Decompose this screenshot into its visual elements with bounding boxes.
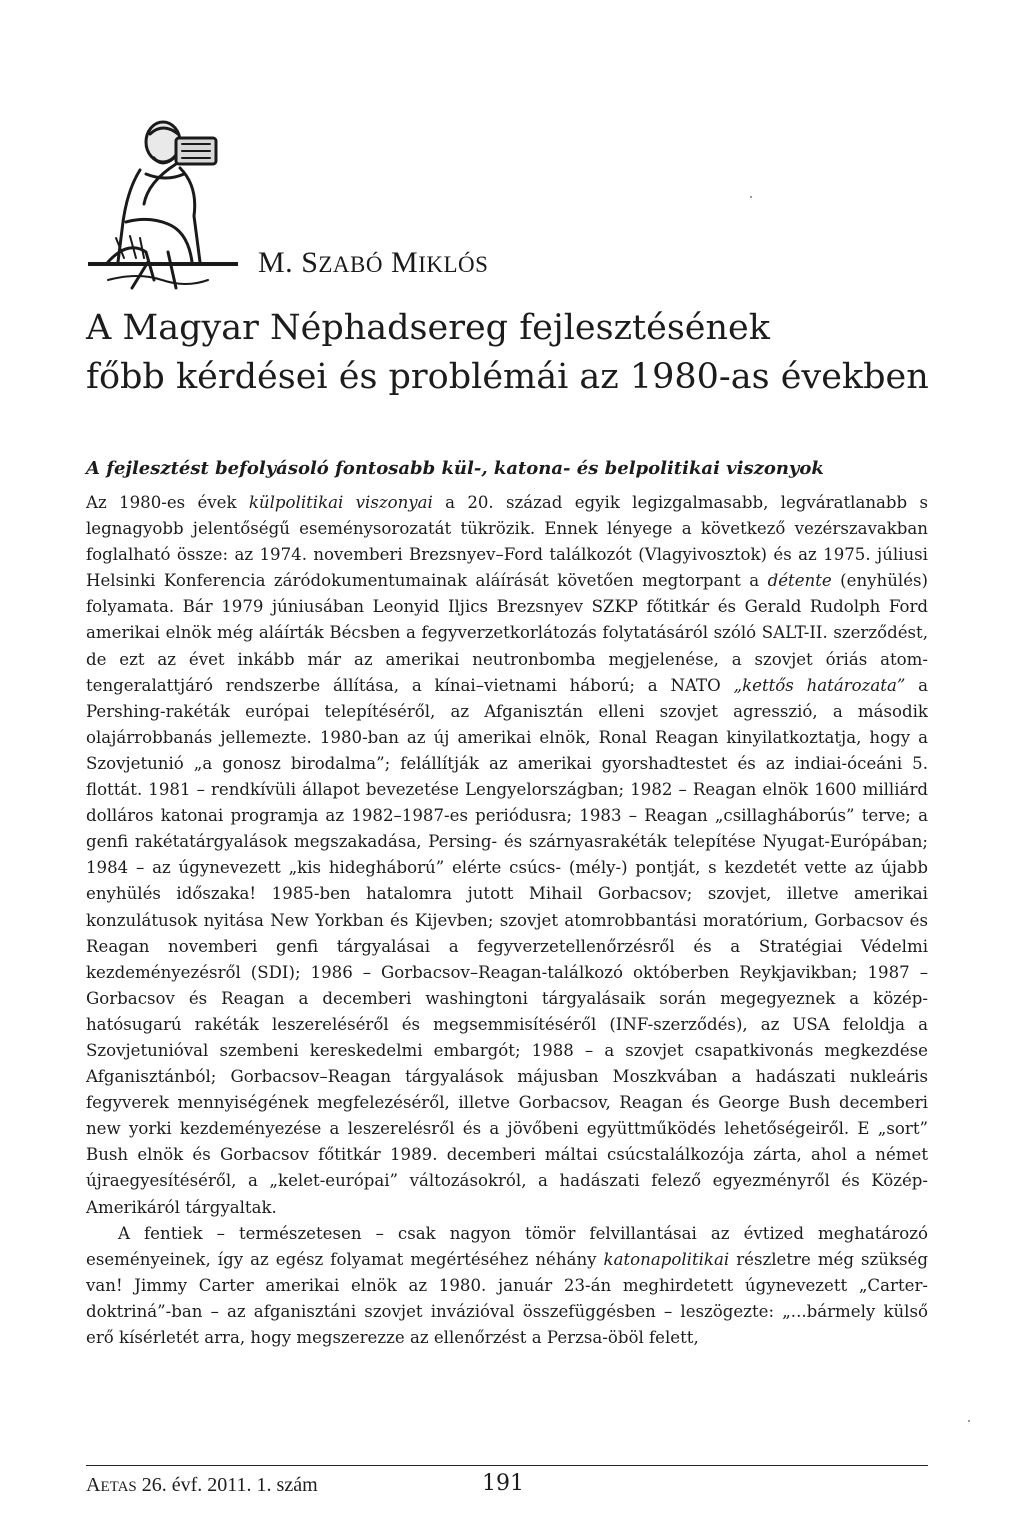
- page-number: 191: [482, 1471, 524, 1496]
- title-line-1: A Magyar Néphadsereg fejlesztésének: [86, 308, 770, 348]
- reader-figure-icon: [88, 112, 238, 292]
- section-heading: A fejlesztést befolyásoló fontosabb kül-, katona- és belpolitikai viszonyok: [86, 458, 824, 479]
- footer-divider: [86, 1465, 928, 1466]
- article-body: [86, 490, 928, 1351]
- speck: [750, 196, 752, 198]
- journal-issue: AETAS 26. évf. 2011. 1. szám: [86, 1474, 318, 1496]
- article-title: [86, 304, 946, 402]
- paragraph-2: A fentiek – természetesen – csak nagyon tömör felvillantásai az évtized meghatározó eseményeinek, így az egész folyamat megértéséhez néhány katonapolitikai részletre még szükség van! Jimmy Carter amerikai elnök az 1980. január 23-án meghirdetett úgynevezett „Carter-doktriná”-ban – az afganisztáni szovjet invázióval összefüggésben – leszögezte: „...bármely külső erő kísérletét arra, hogy megszerezze az ellenőrzést a Perzsa-öböl felett,: [86, 1223, 928, 1347]
- journal-logo-illustration: [88, 112, 238, 292]
- paragraph-1: Az 1980-es évek külpolitikai viszonyai a 20. század egyik legizgalmasabb, legváratlanabb s legnagyobb jelentőségű eseménysorozatát tükrözik. Ennek lényege a következő vezérszavakban foglalható össze: az 1974. novemberi Brezsnyev–Ford találkozót (Vlagyivosztok) és az 1975. júliusi Helsinki Konferencia záródokumentumainak aláírását követően megtorpant a détente (enyhülés) folyamata. Bár 1979 júniusában Leonyid Iljics Brezsnyev SZKP főtitkár és Gerald Rudolph Ford amerikai elnök még aláírták Bécsben a fegyverzetkorlátozás folytatásáról szóló SALT-II. szerződést, de ezt az évet inkább már az amerikai neutronbomba megjelenése, a szovjet óriás atom-tengeralattjáró rendszerbe állítása, a kínai–vietnami háború; a NATO „kettős határozata” a Pershing-rakéták európai telepítéséről, az Afganisztán elleni szovjet agresszió, a második olajárrobbanás jellemezte. 1980-ban az új amerikai elnök, Ronal Reagan kinyilatkoztatja, hogy a Szovjetunió „a gonosz birodalma”; felállítják az amerikai gyorshadtestet és az indiai-óceáni 5. flottát. 1981 – rendkívüli állapot bevezetése Lengyelországban; 1982 – Reagan elnök 1600 milliárd dolláros katonai programja az 1982–1987-es periódusra; 1983 – Reagan „csillagháborús” terve; a genfi rakétatárgyalások megszakadása, Persing- és szárnyasrakéták telepítése Nyugat-Európában; 1984 – az úgynevezett „kis hidegháború” elérte csúcs- (mély-) pontját, s kezdetét vette az újabb enyhülés időszaka! 1985-ben hatalomra jutott Mihail Gorbacsov; szovjet, illetve amerikai konzulátusok nyitása New Yorkban és Kijevben; szovjet atomrobbantási moratórium, Gorbacsov és Reagan novemberi genfi tárgyalásai a fegyverzetellenőrzésről és a Stratégiai Védelmi kezdeményezésről (SDI); 1986 – Gorbacsov–Reagan-találkozó októberben Reykjavikban; 1987 – Gorbacsov és Reagan a decemberi washingtoni tárgyalásaik során megegyeznek a közép-hatósugarú rakéták leszereléséről és megsemmisítéséről (INF-szerződés), az USA feloldja a Szovjetunióval szembeni kereskedelmi embargót; 1988 – a szovjet csapatkivonás megkezdése Afganisztánból; Gorbacsov–Reagan tárgyalások májusban Moszkvában a hadászati nukleáris fegyverek mennyiségének megfelezéséről, illetve Gorbacsov, Reagan és George Bush decemberi new yorki kezdeményezése a leszerelésről és a jövőbeni együttműködés lehetőségeiről. E „sort” Bush elnök és Gorbacsov főtitkár 1989. decemberi máltai csúcstalálkozója zárta, ahol a német újraegyesítéséről, a „kelet-európai” változásokról, a hadászati felező egyezményről és Közép-Amerikáról tárgyaltak.: [86, 493, 928, 1217]
- title-line-2: főbb kérdései és problémái az 1980-as években: [86, 357, 929, 397]
- speck: [968, 1420, 970, 1422]
- author-name: M. SZABÓ MIKLÓS: [258, 246, 489, 279]
